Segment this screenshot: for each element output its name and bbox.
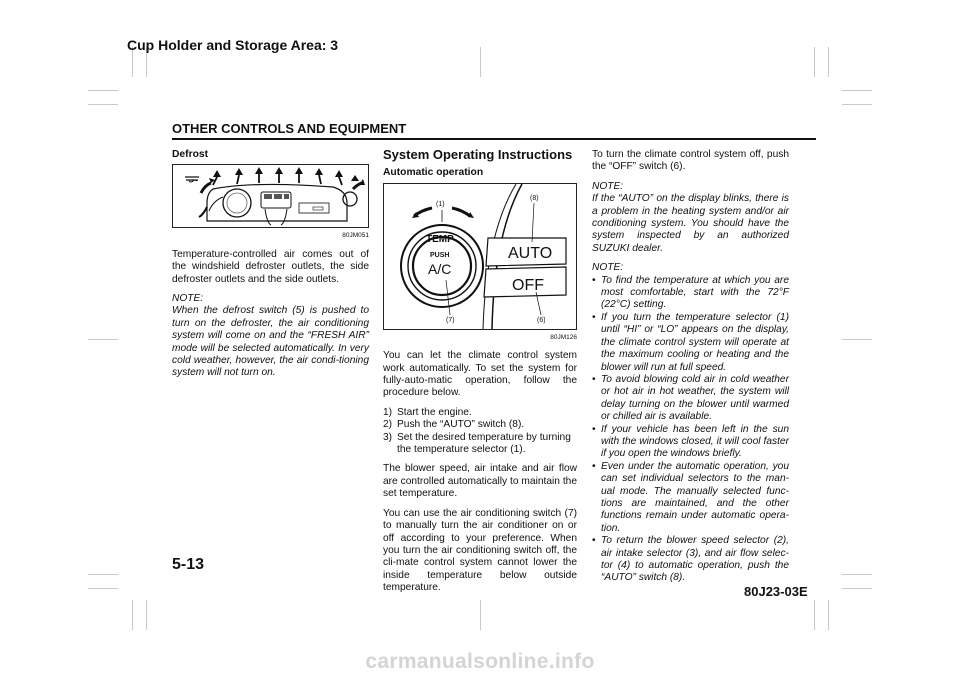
note-label: NOTE: xyxy=(592,262,624,274)
callout-1: (1) xyxy=(436,200,445,208)
crop-mark xyxy=(88,104,118,105)
list-item: 1) Start the engine. xyxy=(383,406,472,418)
crop-mark xyxy=(88,339,118,340)
system-operating-heading: System Operating Instructions xyxy=(383,147,573,162)
crop-mark xyxy=(842,90,872,91)
callout-8: (8) xyxy=(530,194,539,202)
note-bullets xyxy=(592,275,789,585)
list-item: • Even under the automatic operation, you can set individual selectors to the man-ual mode. The manually selected func-tions are maintained, and the other functions remain under automatic opera-tion. xyxy=(592,460,789,534)
crop-mark xyxy=(842,104,872,105)
crop-mark xyxy=(828,600,829,630)
crop-mark xyxy=(842,588,872,589)
list-item: • If your vehicle has been left in the sun with the windows closed, it will cool faster if you open the windows briefly. xyxy=(592,423,789,460)
ac-label: A/C xyxy=(428,260,452,277)
crop-mark xyxy=(842,574,872,575)
figure-code: 80JM126 xyxy=(550,333,577,341)
auto-blink-note: NOTE: If the “AUTO” on the display blinks, there is a problem in the heating system and/or air conditioning system. You should have the system inspected by an authorized SUZUKI dealer. xyxy=(592,180,789,254)
list-item: 2) Push the “AUTO” switch (8). xyxy=(383,419,525,431)
figure-code: 80JM051 xyxy=(342,232,369,240)
automatic-intro: You can let the climate control system work automatically. To set the system for fully-auto-matic operation, follow the procedure below. xyxy=(383,350,577,399)
list-item: 3) Set the desired temperature by turning the temperature selector (1). xyxy=(383,431,571,456)
automatic-para-3: You can use the air conditioning switch (7) to manually turn the air conditioner on or off according to your preference. When you turn the air conditioning switch off, the cli-mate control system cannot lower the inside temperature below outside temperature. xyxy=(383,507,577,594)
defrost-figure xyxy=(172,164,369,228)
list-item: • To find the temperature at which you are most comfortable, start with the 72°F (22°C) setting. xyxy=(592,274,789,311)
off-button-label: OFF xyxy=(512,276,544,294)
defrost-note: NOTE: When the defrost switch (5) is pushed to turn on the defroster, the air conditioning system will come on and the “FRESH AIR” mode will be selected automatically. In very cold weather, however, the air condi-tioning system will not turn on. xyxy=(172,293,369,379)
column-system-operating xyxy=(383,149,577,602)
header-rule xyxy=(172,138,816,140)
column-notes xyxy=(592,149,789,585)
crop-mark xyxy=(146,600,147,630)
crop-mark xyxy=(88,588,118,589)
page-number: 5-13 xyxy=(172,556,205,573)
dashboard-defrost-illustration xyxy=(173,165,368,227)
document-code: 80J23-03E xyxy=(744,584,808,599)
crop-mark xyxy=(132,600,133,630)
watermark: carmanualsonline.info xyxy=(365,650,595,673)
section-title: OTHER CONTROLS AND EQUIPMENT xyxy=(172,121,407,136)
callout-7: (7) xyxy=(446,316,455,324)
crop-mark xyxy=(480,600,481,630)
defrost-body: Temperature-controlled air comes out of the windshield defroster outlets, the side defroster outlets and the side outlets. xyxy=(172,248,369,285)
push-label: PUSH xyxy=(430,251,450,259)
crop-mark xyxy=(88,90,118,91)
automatic-para-2: The blower speed, air intake and air flow are controlled automatically to maintain the set temperature. xyxy=(383,463,577,500)
crop-mark xyxy=(814,47,815,77)
list-item: • To return the blower speed selector (2), air intake selector (3), and air flow selec-tor (4) to automatic operation, push the “AUTO” switch (8). xyxy=(592,535,789,584)
steps-list xyxy=(383,407,577,457)
turn-off-para: To turn the climate control system off, push the “OFF” switch (6). xyxy=(592,149,789,173)
crop-mark xyxy=(828,47,829,77)
automatic-operation-heading: Automatic operation xyxy=(383,167,484,179)
column-defrost xyxy=(172,149,369,387)
callout-6: (6) xyxy=(537,316,546,324)
defrost-heading: Defrost xyxy=(172,149,209,160)
running-head: Cup Holder and Storage Area: 3 xyxy=(127,37,339,53)
defrost-icon xyxy=(185,177,199,180)
auto-button-label: AUTO xyxy=(508,244,553,262)
list-item: • To avoid blowing cold air in cold weather or hot air in hot weather, the system will delay turning on the blower until warmed or chilled air is available. xyxy=(592,373,789,423)
list-item: • If you turn the temperature selector (1) until “HI” or “LO” appears on the display, the climate control system will operate at the maximum cooling or heating and the blower will run at full speed. xyxy=(592,311,789,373)
crop-mark xyxy=(814,600,815,630)
crop-mark xyxy=(842,339,872,340)
climate-control-panel-illustration xyxy=(384,184,576,329)
crop-mark xyxy=(88,574,118,575)
climate-control-figure xyxy=(383,183,577,330)
temp-label: TEMP xyxy=(426,233,454,245)
crop-mark xyxy=(480,47,481,77)
